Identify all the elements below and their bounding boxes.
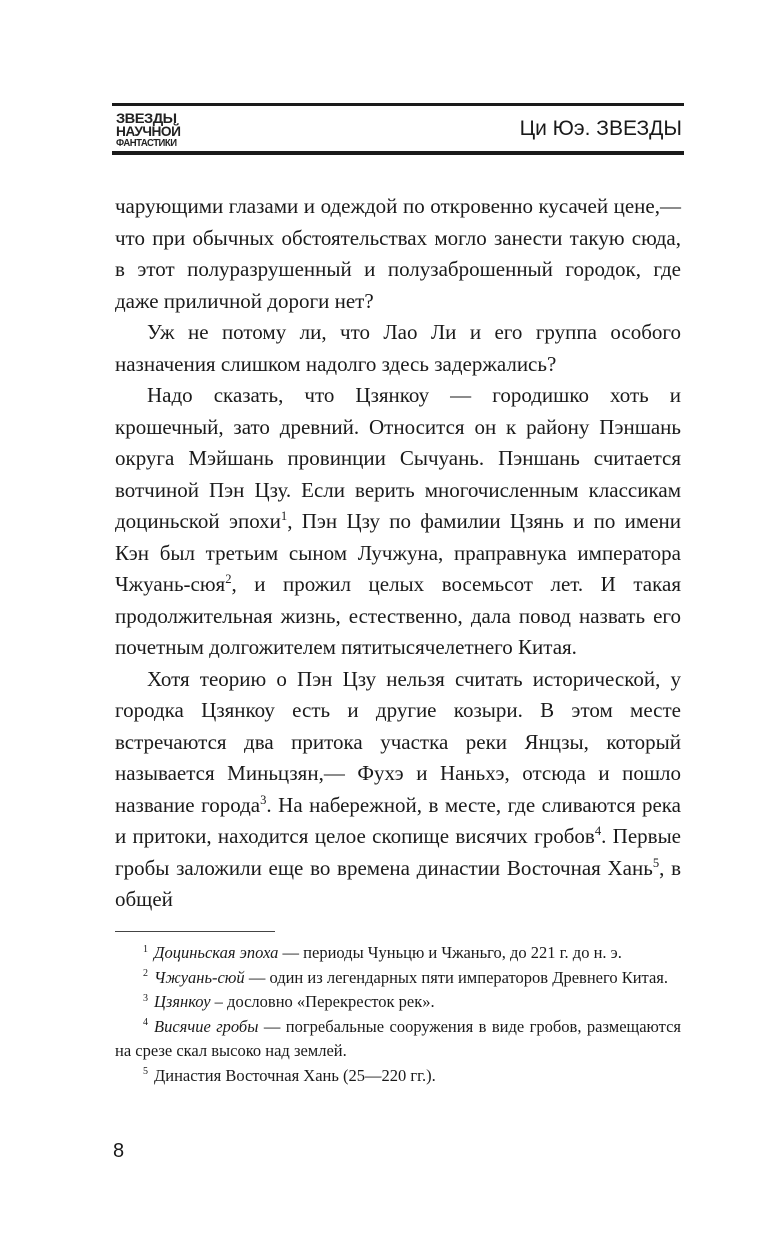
paragraph-text: Уж не потому ли, что Лао Ли и его группа особого назначения слишком надолго здесь задержались? bbox=[115, 320, 681, 376]
main-text bbox=[115, 191, 681, 916]
footnote bbox=[115, 1064, 681, 1089]
paragraph-text: . На набережной, в месте, где сливаются река и притоки, находится целое скопище висячих гробов bbox=[115, 792, 681, 848]
paragraph-text: . Первые гробы заложили еще во времена династии Восточная Хань bbox=[115, 824, 681, 880]
paragraph bbox=[115, 380, 681, 664]
paragraph-text: Хотя теорию о Пэн Цзу нельзя считать исторической, у городка Цзянкоу есть и другие козыри. В этом месте встречаются два притока участка реки Янцзы, который называется Миньцзян,— Фухэ и Наньхэ, отсюда и пошло название города bbox=[115, 666, 681, 817]
footnote bbox=[115, 966, 681, 991]
paragraph-text: , Пэн Цзу по фамилии Цзянь и по имени Кэн был третьим сыном Лучжуна, праправнука императора Чжуань-сюя bbox=[115, 509, 682, 596]
running-header bbox=[112, 103, 684, 155]
header-top-rule bbox=[112, 103, 684, 106]
paragraph-text: Надо сказать, что Цзянкоу — городишко хоть и крошечный, зато древний. Относится он к району Пэншань округа Мэйшань провинции Сычуань. Пэншань считается вотчиной Пэн Цзу. Если верить многочисленным классикам доциньской эпохи bbox=[115, 383, 681, 533]
footnote-text: — периоды Чуньцю и Чжаньго, до 221 г. до н. э. bbox=[278, 943, 622, 962]
footnote-term: Доциньская эпоха bbox=[154, 943, 279, 962]
footnote-number: 1 bbox=[143, 943, 148, 955]
footnotes bbox=[115, 941, 681, 1088]
header-bottom-rule bbox=[112, 151, 684, 155]
logo-line-1: ЗВЕЗДЫ bbox=[116, 110, 177, 126]
footnote-ref: 1 bbox=[280, 509, 288, 523]
footnote-term: Чжуань-сюй bbox=[154, 967, 245, 987]
logo-line-2: НАУЧНОЙ bbox=[116, 123, 181, 139]
paragraph bbox=[115, 317, 681, 380]
footnote-term: Висячие гробы bbox=[154, 1016, 259, 1036]
footnote-number: 5 bbox=[143, 1066, 148, 1077]
page-number: 8 bbox=[113, 1140, 125, 1162]
footnote-ref: 4 bbox=[594, 824, 602, 838]
logo-line-3: ФАНТАСТИКИ bbox=[116, 138, 177, 149]
footnote-number: 4 bbox=[143, 1017, 148, 1028]
footnote bbox=[115, 1015, 681, 1064]
footnote-text: – дословно «Перекресток рек». bbox=[210, 992, 435, 1011]
footnote-number: 3 bbox=[143, 992, 148, 1004]
footnote bbox=[115, 990, 681, 1015]
paragraph-text: , в общей bbox=[115, 855, 681, 911]
footnote-term: Цзянкоу bbox=[154, 992, 211, 1011]
footnote bbox=[115, 941, 681, 966]
footnote-separator bbox=[115, 931, 275, 932]
footnote-text: Династия Восточная Хань (25—220 гг.). bbox=[154, 1065, 436, 1085]
footnote-text: — погребальные сооружения в виде гробов, размещаются на срезе скал высоко над землей. bbox=[115, 1016, 681, 1060]
paragraph bbox=[115, 664, 681, 916]
running-title: Ци Юэ. ЗВЕЗДЫ bbox=[519, 117, 682, 140]
series-logo bbox=[116, 111, 198, 151]
paragraph-text: чарующими глазами и одеждой по откровенно кусачей цене,— что при обычных обстоятельствах могло занести такую сюда, в этот полуразрушенный и полузаброшенный городок, где даже приличной дороги нет? bbox=[115, 194, 681, 313]
footnote-text: — один из легендарных пяти императоров Древнего Китая. bbox=[244, 967, 668, 987]
paragraph-text: , и прожил целых восемьсот лет. И такая продолжительная жизнь, естественно, дала повод назвать его почетным долгожителем пятитысячелетнего Китая. bbox=[115, 572, 681, 659]
paragraph bbox=[115, 191, 681, 317]
footnote-ref: 3 bbox=[260, 792, 267, 807]
footnote-ref: 5 bbox=[652, 855, 660, 870]
footnote-number: 2 bbox=[143, 968, 148, 979]
footnote-ref: 2 bbox=[225, 572, 232, 586]
